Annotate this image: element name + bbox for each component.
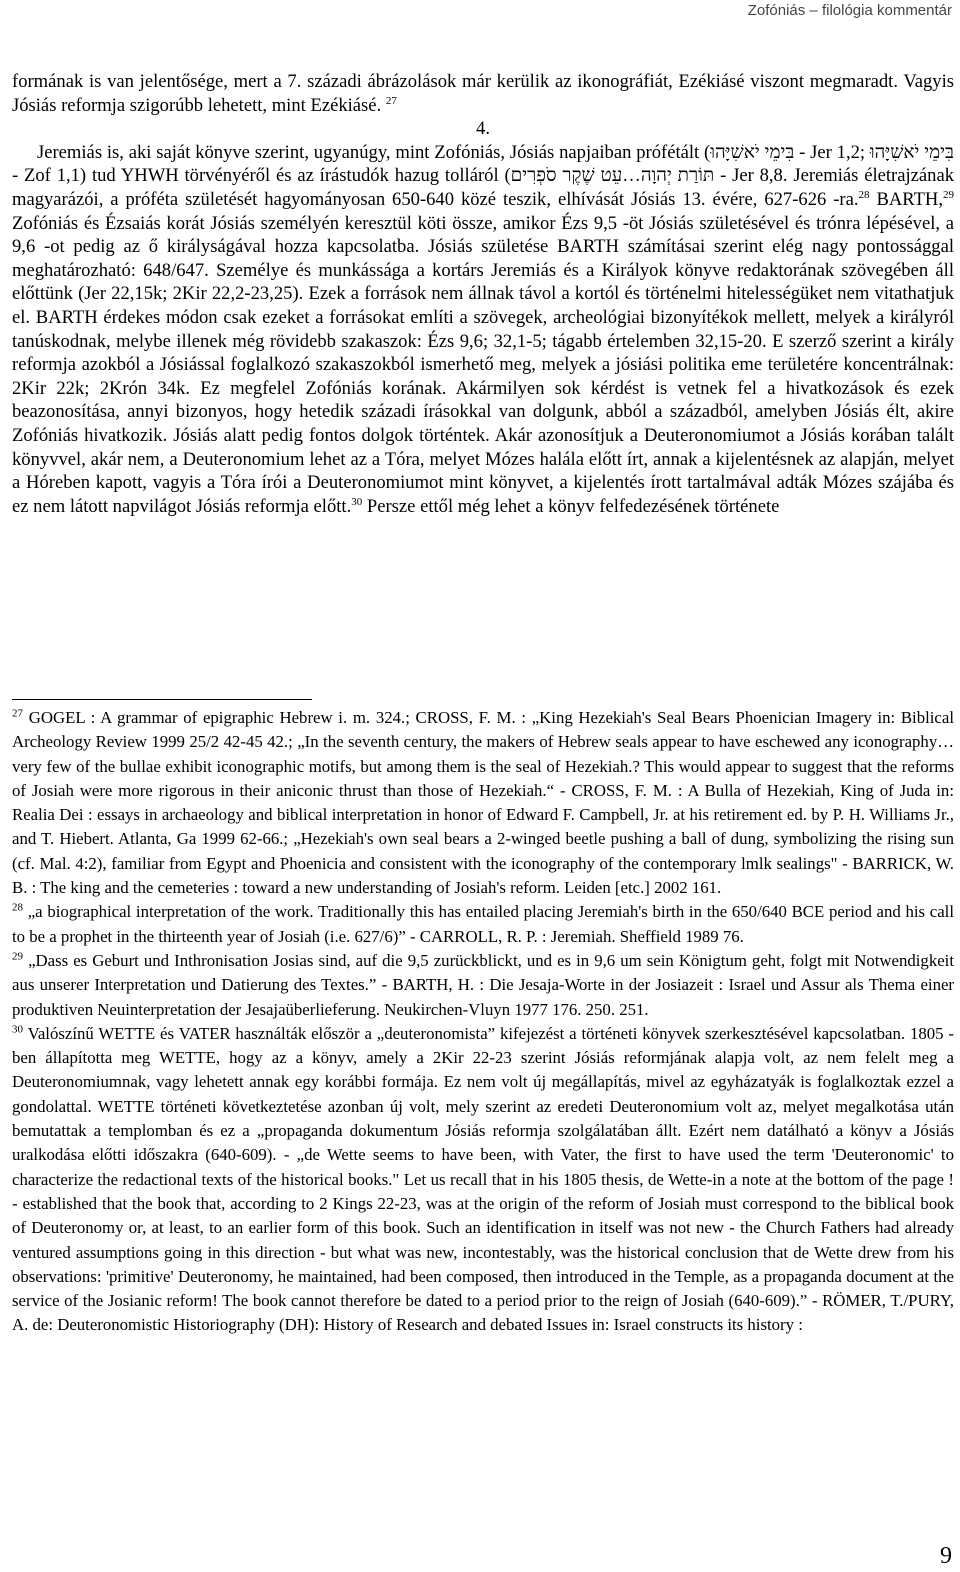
footnote-text: Valószínű WETTE és VATER használták először a „deuteronomista” kifejezést a történeti könyvek szerkesztésével kapcsolatban. 1805 -ben állapította meg WETTE, hogy az a könyv, amely a 2Kir 22-23 szerint Jósiás reformjának alapja volt, az nem felelt meg a Deuteronomiumnak, vagy lehetett annak egy korábbi formája. Ez nem volt új megállapítás, mivel az egyházatyák is foglalkoztak ezzel a gondolattal. WETTE történeti következtetése azonban új volt, mely szerint az eredeti Deuteronomium volt az, melyet megalkotása után bemutattak a templomban és ez a „propaganda dokumentum Jósiás reformja szolgálatában állt. Ezért nem datálható a könyv a Jósiás uralkodása előtti időszakra (640-609). - „de Wette seems to have been, with Vater, the first to have used the term 'Deuteronomic' to characterize the redactional texts of the historical books." Let us recall that in his 1805 thesis, de Wette-in a note at the bottom of the page ! - established that the book that, according to 2 Kings 22-23, was at the origin of the reform of Josiah must correspond to the biblical book of Deuteronomy or, at least, to an earlier form of this book. Such an identification in itself was not new - the Church Fathers had already ventured assumptions going in this direction - but what was new, incontestably, was the historical conclusion that de Wette drew from his observations: 'primitive' Deuteronomy, he maintained, had been composed, then introduced in the Temple, as a propaganda document at the service of the Josianic reform! The book cannot therefore be dated to a period prior to the reign of Josiah (640-609).” - RÖMER, T./PURY, A. de: Deuteronomistic Historiography (DH): History of Research and debated Issues in: Israel constructs its history :	[12, 1023, 954, 1335]
footnote-ref-30[interactable]: 30	[351, 495, 363, 508]
footnote-text: GOGEL : A grammar of epigraphic Hebrew i. m. 324.; CROSS, F. M. : „King Hezekiah's Seal Bears Phoenician Imagery in: Biblical Archeology Review 1999 25/2 42-45 42.; „In the seventh century, the makers of Hebrew seals appear to have eschewed any iconography…very few of the bullae exhibit iconographic motifs, but among them is the seal of Hezekiah.? This would appear to suggest that the reforms of Josiah were more rigorous in their aniconic thrust than those of Hezekiah.“ - CROSS, F. M. : A Bulla of Hezekiah, King of Juda in: Realia Dei : essays in archaeology and biblical interpretation in honor of Edward F. Campbell, Jr. at his retirement ed. by P. H. Williams Jr., and T. Hiebert. Atlanta, Ga 1999 62-66.; „Hezekiah's own seal bears a 2-winged beetle pushing a ball of dung, symbolizing the rising sun (cf. Mal. 4:2), familiar from Egypt and Phoenicia and consistent with the iconography of the contemporary lmlk sealings" - BARRICK, W. B. : The king and the cemeteries : toward a new understanding of Josiah's reform. Leiden [etc.] 2002 161.	[12, 708, 954, 898]
footnote-text: „Dass es Geburt und Inthronisation Josias sind, auf die 9,5 zurückblickt, und es in 9,6 um sein Königtum geht, folgt mit Notwendigkeit aus unserer Interpretation und Datierung des Textes.” - BARTH, H. : Die Jesaja-Worte in der Josiazeit : Israel und Assur als Thema einer produktiven Neuinterpretation der Jesajaüberlieferung. Neukirchen-Vluyn 1977 176. 250. 251.	[12, 950, 954, 1019]
footnote-text: „a biographical interpretation of the work. Traditionally this has entailed placing Jeremiah's birth in the 650/640 BCE period and his call to be a prophet in the thirteenth year of Josiah (i.e. 627/6)” - CARROLL, R. P. : Jeremiah. Sheffield 1989 76.	[12, 902, 954, 946]
main-text	[12, 70, 954, 518]
running-header: Zofóniás – filológia kommentár	[747, 2, 952, 19]
footnote-29	[12, 949, 954, 1022]
section-number: 4.	[476, 118, 490, 140]
paragraph-2-text-d: Persze ettől még lehet a könyv felfedezésének története	[362, 495, 780, 517]
footnote-28	[12, 900, 954, 949]
footnote-ref-29[interactable]: 29	[943, 188, 954, 201]
footnote-number: 27	[12, 707, 23, 720]
footnotes	[12, 706, 954, 1338]
footnote-separator	[12, 699, 312, 700]
footnote-27	[12, 706, 954, 900]
footnote-number: 29	[12, 950, 23, 963]
footnote-ref-27[interactable]: 27	[385, 94, 397, 107]
paragraph-2-text-c: Zofóniás és Ézsaiás korát Jósiás személyén keresztül köti össze, amikor Ézs 9,5 -öt Jósiás születésével és trónra lépésével, a 9,6 -ot pedig az ő királyságával hozza kapcsolatba. Jósiás születése BARTH számításai szerint elég nagy pontossággal meghatározható: 648/647. Személye és munkássága a kortárs Jeremiás és a Királyok könyve redaktorának szövegében áll előttünk (Jer 22,15k; 2Kir 22,2-23,25). Ezek a források nem állnak távol a kortól és történelmi hitelességüket nem vitathatjuk el. BARTH érdekes módon csak ezeket a forrásokat említi a szövegek, archeológiai bizonyítékok mellett, melyek a királyról tanúskodnak, melybe illenek még rövidebb szakaszok: Ézs 9,6; 32,1-5; tágabb értelemben 32,15-20. E szerző szerint a király reformja azokból a Jósiással foglalkozó szakaszokból ismerhető meg, melyek a jósiási politika eme területére koncentrálnak: 2Kir 22k; 2Krón 34k. Ez megfelel Zofóniás korának. Akármilyen sok kérdést is vetnek fel a hivatkozások és ezek beazonosítása, annyi bizonyos, hogy hetedik századi írásokkal van dolgunk, abból a századból, amelyben Jósiás élt, akire Zofóniás hivatkozik. Jósiás alatt pedig fontos dolgok történtek. Akár azonosítjuk a Deuteronomiumot a Jósiás korában talált könyvvel, akár nem, a Deuteronomium lehet az a Tóra, melyet Mózes halála előtt írt, annak a kijelentésnek az alapján, melyet a Hóreben kapott, vagyis a Tóra írói a Deuteronomiumot mint könyvet, a kijelentés írott tartalmával adták Mózes szájába és ez nem látott napvilágot Jósiás reformja előtt.	[12, 212, 954, 517]
footnote-ref-28[interactable]: 28	[858, 188, 870, 201]
paragraph-1-text: formának is van jelentősége, mert a 7. századi ábrázolások már kerülik az ikonográfiát, Ezékiásé viszont megmaradt. Vagyis Jósiás reformja szigorúbb lehetett, mint Ezékiásé.	[12, 71, 954, 116]
footnote-number: 28	[12, 901, 23, 914]
footnote-30	[12, 1022, 954, 1338]
paragraph-2-text-a: Jeremiás is, aki saját könyve szerint, ugyanúgy, mint Zofóniás, Jósiás napjaiban prófétált (בִּימֵי יֹאשִׁיָּהוּ - Jer 1,2; בִּימֵי יֹאשִׁיָּהוּ - Zof 1,1) tud YHWH törvényéről és az írástudók hazug tolláról (תּוֹרַת יְהוָה…עֵט שֶׁקֶר סֹפְרִים - Jer 8,8. Jeremiás életrajzának magyarázói, a próféta születését hagyományosan 650-640 közé teszik, elhívását Jósiás 13. évére, 627-626 -ra.	[12, 141, 955, 210]
paragraph-1	[12, 70, 954, 117]
footnote-number: 30	[12, 1023, 23, 1036]
paragraph-2	[12, 141, 954, 519]
page-number: 9	[940, 1543, 952, 1569]
paragraph-2-text-b: BARTH,	[869, 188, 943, 210]
